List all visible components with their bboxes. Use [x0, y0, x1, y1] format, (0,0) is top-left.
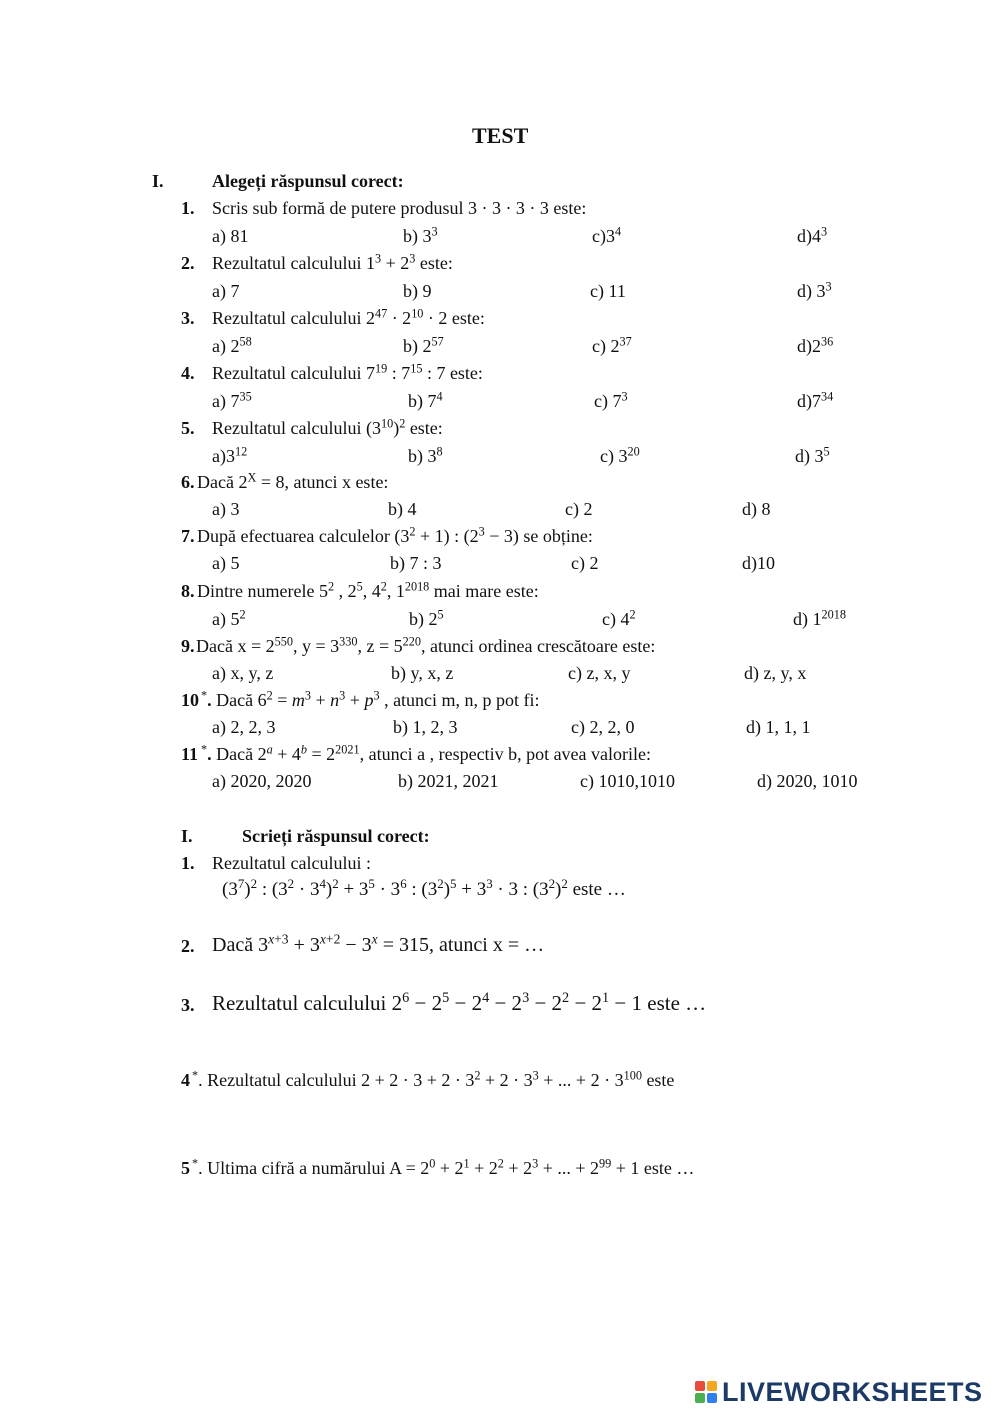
option-b: b) y, x, z — [391, 663, 454, 683]
question-number: 8. — [181, 581, 195, 601]
option-b: b) 1, 2, 3 — [393, 717, 458, 737]
option-a: a) $5^2$ — [212, 607, 246, 629]
option-c: c) 2 — [571, 553, 599, 573]
option-a: a) 7 — [212, 281, 240, 301]
option-a: a) $7^{35}$ — [212, 389, 252, 411]
question-text: Dintre numerele $5^2$ , $2^5$, $4^2$, $1^{2018}$ mai mare este: — [197, 579, 539, 601]
option-a: a) 3 — [212, 499, 240, 519]
option-a: a) 2, 2, 3 — [212, 717, 276, 737]
option-d: d) $1^{2018}$ — [793, 607, 846, 629]
option-b: b) $7^4$ — [408, 389, 443, 411]
option-d: d) $3^5$ — [795, 444, 830, 466]
question-text: Rezultatul calculului $7^{19}$ : $7^{15}$ : 7 este: — [212, 361, 483, 383]
option-b: b) $2^{57}$ — [403, 334, 444, 356]
section2-heading: Scrieți răspunsul corect: — [242, 826, 430, 846]
logo-text: LIVEWORKSHEETS — [722, 1376, 983, 1407]
option-b: b) 2021, 2021 — [398, 771, 499, 791]
written-number: 1. — [181, 853, 195, 873]
written-expression: $(3^7)^2$ : $(3^2 \cdot 3^4)^2 + 3^5 \cdot 3^6$ : $(3^2)^5 + 3^3 \cdot 3$ : $(3^2)^2$ este … — [222, 875, 626, 900]
question-number: 9. — [181, 636, 195, 656]
written-text: Rezultatul calculului $2^6 - 2^5 - 2^4 - 2^3 - 2^2 - 2^1 - 1$ este … — [212, 990, 707, 1015]
option-d: d) z, y, x — [744, 663, 807, 683]
question-text: După efectuarea calculelor $(3^2 + 1)$ : $(2^3 - 3)$ se obține: — [197, 524, 593, 546]
question-text: Rezultatul calculului $2^{47} \cdot 2^{10} \cdot 2$ este: — [212, 306, 485, 328]
question-text: Rezultatul calculului $(3^{10})^2$ este: — [212, 416, 443, 438]
option-d: $d)2^{36}$ — [797, 334, 834, 356]
option-c: c) $3^{20}$ — [600, 444, 640, 466]
question-text: *. Dacă $6^2 = m^3 + n^3 + p^3$ , atunci m, n, p pot fi: — [201, 688, 540, 710]
question-text: Dacă $2^X = 8$, atunci x este: — [197, 470, 389, 492]
option-d: d) 2020, 1010 — [757, 771, 858, 791]
option-c: c) 1010,1010 — [580, 771, 675, 791]
option-c: $c)3^4$ — [592, 224, 622, 246]
question-number: 3. — [181, 308, 195, 328]
question-number: 2. — [181, 253, 195, 273]
section1-numeral: I. — [152, 171, 164, 191]
option-c: c) 2, 2, 0 — [571, 717, 635, 737]
written-number: 3. — [181, 995, 195, 1015]
option-c: c) 11 — [590, 281, 626, 301]
option-c: c) $7^3$ — [594, 389, 628, 411]
option-c: c) 2 — [565, 499, 593, 519]
section2-numeral: I. — [181, 826, 193, 846]
option-b: b) $3^8$ — [408, 444, 443, 466]
written-number: 4 — [181, 1070, 190, 1090]
question-text: Rezultatul calculului $1^3 + 2^3$ este: — [212, 251, 453, 273]
question-number: 11 — [181, 744, 199, 764]
question-number: 1. — [181, 198, 195, 218]
question-number: 7. — [181, 526, 195, 546]
option-a: a) 2020, 2020 — [212, 771, 312, 791]
question-number: 5. — [181, 418, 195, 438]
option-c: c) $2^{37}$ — [592, 334, 632, 356]
page-title: TEST — [472, 123, 529, 148]
written-number: 5 — [181, 1158, 190, 1178]
liveworksheets-logo-icon — [695, 1381, 717, 1403]
option-b: b) $2^5$ — [409, 607, 444, 629]
option-d: d) 8 — [742, 499, 771, 519]
question-number: 6. — [181, 472, 195, 492]
option-a: a) 5 — [212, 553, 240, 573]
option-d: d) 1, 1, 1 — [746, 717, 811, 737]
written-text: Dacă $3^{x+3} + 3^{x+2} - 3^x = 315$, atunci x = … — [212, 931, 545, 956]
option-a: a) x, y, z — [212, 663, 274, 683]
option-a: a) $2^{58}$ — [212, 334, 252, 356]
option-c: c) $4^2$ — [602, 607, 636, 629]
question-text: Scris sub formă de putere produsul 3 · 3 · 3 · 3 este: — [212, 198, 587, 218]
option-a: a) 81 — [212, 226, 249, 246]
question-text: *. Dacă $2^a + 4^b = 2^{2021}$, atunci a , respectiv b, pot avea valorile: — [201, 742, 652, 764]
option-d: $d)4^3$ — [797, 224, 828, 246]
option-c: c) z, x, y — [568, 663, 631, 683]
section1-heading: Alegeți răspunsul corect: — [212, 171, 404, 191]
option-b: b) 9 — [403, 281, 432, 301]
written-text: *. Rezultatul calculului $2 + 2 \cdot 3 + 2 \cdot 3^2 + 2 \cdot 3^3$ + ... + $2 \cdot 3^{100}$ este — [192, 1068, 675, 1090]
written-text: Rezultatul calculului : — [212, 853, 371, 873]
option-b: b) $3^3$ — [403, 224, 438, 246]
question-text: Dacă $x = 2^{550}$, $y = 3^{330}$, $z = 5^{220}$, atunci ordinea crescătoare este: — [196, 634, 656, 656]
option-b: b) 4 — [388, 499, 417, 519]
option-d: d) $3^3$ — [797, 279, 832, 301]
option-d: d)10 — [742, 553, 775, 573]
liveworksheets-logo[interactable] — [695, 1376, 983, 1408]
option-d: $d)7^{34}$ — [797, 389, 834, 411]
question-number: 4. — [181, 363, 195, 383]
option-b: b) 7 : 3 — [390, 553, 442, 573]
written-number: 2. — [181, 936, 195, 956]
written-text: *. Ultima cifră a numărului $A = 2^0 + 2^1 + 2^2 + 2^3$ + ... + $2^{99} + 1$ este … — [192, 1156, 695, 1178]
question-number: 10 — [181, 690, 199, 710]
option-a: $a)3^{12}$ — [212, 444, 248, 466]
